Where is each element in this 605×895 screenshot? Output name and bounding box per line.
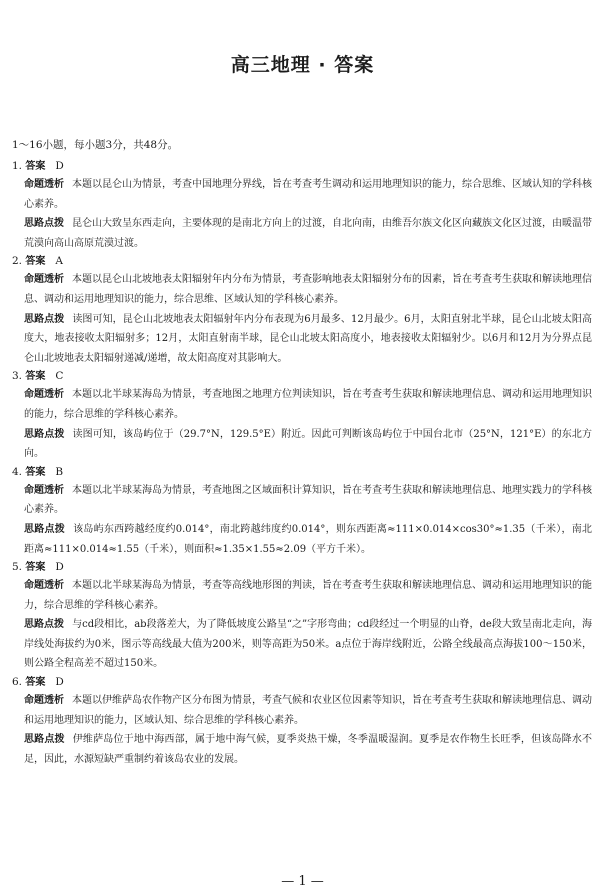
analysis-text: 本题以昆仑山北坡地表太阳辐射年内分布为情景，考查影响地表太阳辐射分布的因素，旨在考查考生获取和解读地理信息、调动和运用地理知识的能力，综合思维、区域认知的学科核心素养。 bbox=[24, 274, 592, 305]
answer-value: B bbox=[55, 465, 64, 478]
hint-label: 思路点拨 bbox=[24, 523, 66, 535]
answer-line bbox=[12, 464, 592, 481]
analysis-label: 命题透析 bbox=[24, 179, 64, 190]
hint-text: 读图可知，昆仑山北坡地表太阳辐射年内分布表现为6月最多、12月最少。6月，太阳直射北半球，昆仑山北坡太阳高度大，地表接收太阳辐射多；12月，太阳直射南半球，昆仑山北坡太阳高度小，地表接收太阳辐射少。以6月和12月为分界点昆仑山北坡地表太阳辐射递减/递增，故太阳高度对其影响大。 bbox=[24, 313, 593, 364]
question-block bbox=[12, 158, 592, 253]
analysis-paragraph bbox=[24, 270, 592, 309]
question-number: 6. bbox=[12, 676, 23, 689]
question-block bbox=[12, 368, 592, 463]
analysis-text: 本题以北半球某海岛为情景，考查等高线地形图的判读，旨在考查考生获取和解读地理信息、调动和运用地理知识的能力，综合思维的学科核心素养。 bbox=[24, 580, 592, 611]
analysis-text: 本题以北半球某海岛为情景，考查地图之区域面积计算知识，旨在考查考生获取和解读地理信息、地理实践力的学科核心素养。 bbox=[24, 484, 592, 516]
answer-line bbox=[12, 158, 592, 175]
question-number: 5. bbox=[12, 561, 23, 574]
hint-paragraph bbox=[24, 425, 592, 464]
analysis-paragraph bbox=[24, 385, 592, 424]
hint-text: 昆仑山大致呈东西走向，主要体现的是南北方向上的过渡，自北向南，由维吾尔族文化区向藏族文化区过渡，由暖温带荒漠向高山高原荒漠过渡。 bbox=[24, 218, 592, 249]
answer-label: 答案 bbox=[25, 161, 46, 172]
analysis-label: 命题透析 bbox=[24, 274, 64, 286]
analysis-label: 命题透析 bbox=[24, 695, 64, 707]
hint-text: 伊维萨岛位于地中海西部，属于地中海气候，夏季炎热干燥，冬季温暖湿润。夏季是农作物生长旺季，但该岛降水不足，因此，水源短缺严重制约着该岛农业的发展。 bbox=[24, 734, 593, 765]
analysis-paragraph bbox=[24, 481, 592, 520]
answer-label: 答案 bbox=[25, 677, 46, 689]
hint-label: 思路点拨 bbox=[24, 619, 65, 631]
analysis-label: 命题透析 bbox=[24, 484, 64, 496]
hint-paragraph bbox=[24, 310, 592, 369]
answer-list bbox=[12, 158, 592, 769]
analysis-label: 命题透析 bbox=[24, 389, 64, 401]
page-number: — 1 — bbox=[281, 874, 324, 889]
answer-value: D bbox=[55, 676, 64, 689]
hint-paragraph bbox=[24, 730, 592, 769]
answer-value: D bbox=[55, 160, 64, 172]
answer-line bbox=[12, 559, 592, 576]
answer-label: 答案 bbox=[25, 466, 46, 478]
hint-label: 思路点拨 bbox=[24, 313, 65, 325]
answer-label: 答案 bbox=[25, 256, 46, 268]
answer-label: 答案 bbox=[25, 371, 46, 383]
hint-paragraph bbox=[24, 615, 592, 674]
question-number: 1. bbox=[12, 160, 23, 172]
hint-label: 思路点拨 bbox=[24, 218, 64, 230]
analysis-text: 本题以北半球某海岛为情景，考查地图之地理方位判读知识，旨在考查考生获取和解读地理信息、调动和运用地理知识的能力，综合思维的学科核心素养。 bbox=[24, 389, 592, 420]
question-block bbox=[12, 253, 592, 368]
hint-text: 该岛屿东西跨越经度约0.014°，南北跨越纬度约0.014°，则东西距离≈111×0.014×cos30°≈1.35（千米），南北距离≈111×0.014≈1.55（千米），则面积≈1.35×1.55≈2.09（平方千米）。 bbox=[24, 523, 593, 555]
page-title: 高三地理 · 答案 bbox=[230, 54, 375, 76]
hint-text: 与cd段相比，ab段落差大，为了降低坡度公路呈“之”字形弯曲；cd段经过一个明显的山脊，de段大致呈南北走向，海岸线处海拔约为0米，图示等高线最大值为200米，则等高距为50米。a点位于海岸线附近，公路全线最高点海拔100～150米，则公路全程高差不超过150米。 bbox=[24, 619, 593, 670]
answer-line bbox=[12, 674, 592, 691]
answer-value: C bbox=[55, 370, 64, 383]
hint-text: 读图可知，该岛屿位于（29.7°N，129.5°E）附近。因此可判断该岛屿位于中国台北市（25°N，121°E）的东北方向。 bbox=[24, 428, 592, 460]
analysis-paragraph bbox=[24, 691, 592, 730]
hint-paragraph bbox=[24, 214, 592, 253]
question-number: 2. bbox=[12, 255, 23, 268]
hint-label: 思路点拨 bbox=[24, 428, 65, 440]
question-block bbox=[12, 674, 592, 769]
answer-value: A bbox=[55, 255, 63, 268]
question-number: 3. bbox=[12, 370, 23, 383]
answer-line bbox=[12, 368, 592, 385]
analysis-text: 本题以伊维萨岛农作物产区分布图为情景，考查气候和农业区位因素等知识，旨在考查考生获取和解读地理信息、调动和运用地理知识的能力，区域认知、综合思维的学科核心素养。 bbox=[24, 695, 592, 726]
section-intro: 1～16小题，每小题3分，共48分。 bbox=[12, 139, 179, 151]
answer-value: D bbox=[55, 561, 64, 574]
answer-line bbox=[12, 253, 592, 270]
hint-paragraph bbox=[24, 520, 592, 559]
analysis-paragraph bbox=[24, 576, 592, 615]
analysis-text: 本题以昆仑山为情景，考查中国地理分界线，旨在考查考生调动和运用地理知识的能力，综合思维、区域认知的学科核心素养。 bbox=[24, 179, 592, 210]
question-block bbox=[12, 464, 592, 559]
question-block bbox=[12, 559, 592, 674]
answer-label: 答案 bbox=[25, 562, 46, 574]
analysis-label: 命题透析 bbox=[24, 580, 64, 592]
analysis-paragraph bbox=[24, 175, 592, 214]
hint-label: 思路点拨 bbox=[24, 734, 65, 746]
question-number: 4. bbox=[12, 465, 23, 478]
